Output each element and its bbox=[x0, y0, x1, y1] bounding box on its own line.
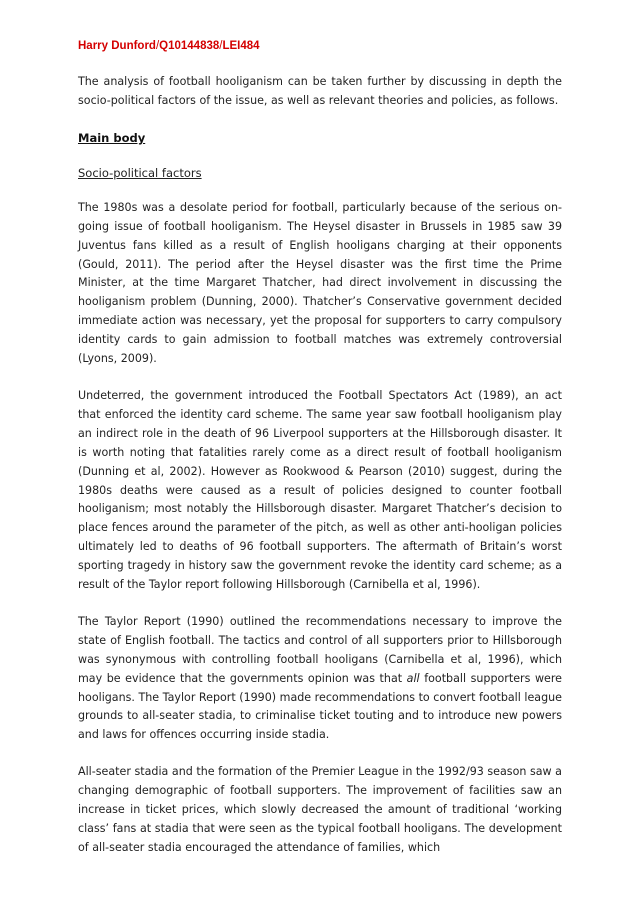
author-name: Harry Dunford bbox=[78, 40, 156, 52]
emphasis-text: all bbox=[406, 671, 420, 685]
main-heading: Main body bbox=[78, 130, 146, 145]
body-paragraph bbox=[78, 613, 562, 745]
body-paragraph: All-seater stadia and the formation of the Premier League in the 1992/93 season saw a changing demographic of football supporters. The improvement of facilities saw an increase in ticket prices, which slowly decreased the amount of traditional ‘working class’ fans at stadia that were seen as the typical football hooligans. The development of all-seater stadia encouraged the attendance of families, which bbox=[78, 765, 562, 854]
module-code: LEI484 bbox=[222, 40, 260, 52]
header-separator: / bbox=[219, 40, 223, 52]
paragraph-text: football supporters were hooligans. The Taylor Report (1990) made recommendations to convert football league grounds to all-seater stadia, to criminalise ticket touting and to introduce new powers and laws for offences occurring inside stadia. bbox=[78, 671, 562, 742]
intro-paragraph: The analysis of football hooliganism can be taken further by discussing in depth the socio-political factors of the issue, as well as relevant theories and policies, as follows. bbox=[78, 75, 562, 107]
header-separator: / bbox=[155, 40, 160, 52]
document-page bbox=[78, 38, 562, 876]
sub-heading: Socio-political factors bbox=[78, 165, 202, 180]
document-header bbox=[78, 38, 562, 54]
student-id: Q10144838 bbox=[159, 40, 220, 52]
body-paragraph: The 1980s was a desolate period for football, particularly because of the serious on-going issue of football hooliganism. The Heysel disaster in Brussels in 1985 saw 39 Juventus fans killed as a result of English hooligans charging at their opponents (Gould, 2011). The period after the Heysel disaster was the first time the Prime Minister, at the time Margaret Thatcher, had direct involvement in discussing the hooliganism problem (Dunning, 2000). Thatcher’s Conservative government decided immediate action was necessary, yet the proposal for supporters to carry compulsory identity cards to gain admission to football matches was extremely controversial (Lyons, 2009). bbox=[78, 200, 562, 366]
body-paragraph: Undeterred, the government introduced the Football Spectators Act (1989), an act that enforced the identity card scheme. The same year saw football hooliganism play an indirect role in the death of 96 Liverpool supporters at the Hillsborough disaster. It is worth noting that fatalities rarely come as a direct result of football hooliganism (Dunning et al, 2002). However as Rookwood & Pearson (2010) suggest, during the 1980s deaths were caused as a result of policies designed to counter football hooliganism; most notably the Hillsborough disaster. Margaret Thatcher’s decision to place fences around the parameter of the pitch, as well as other anti-hooligan policies ultimately led to deaths of 96 football supporters. The aftermath of Britain’s worst sporting tragedy in history saw the government revoke the identity card scheme; as a result of the Taylor report following Hillsborough (Carnibella et al, 1996). bbox=[78, 388, 562, 592]
paragraph-text: The Taylor Report (1990) outlined the recommendations necessary to improve the state of English football. The tactics and control of all supporters prior to Hillsborough was synonymous with controlling football hooligans (Carnibella et al, 1996), which may be evidence that the governments opinion was that bbox=[78, 614, 562, 685]
